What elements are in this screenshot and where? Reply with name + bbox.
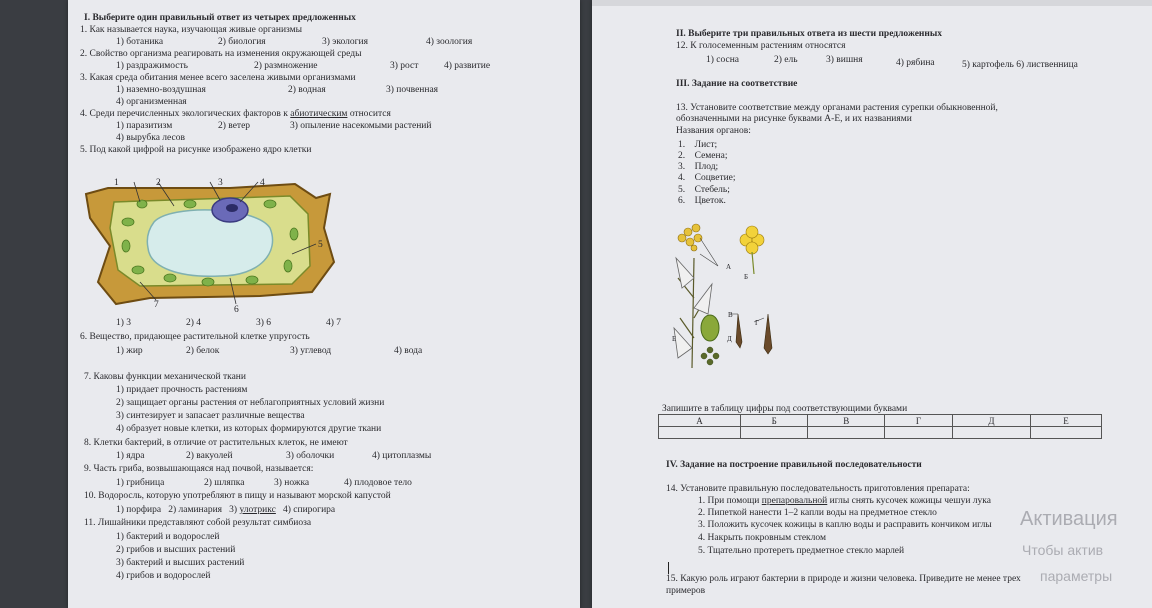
plant-label-v: В xyxy=(728,311,733,319)
organ-5: 5. Стебель; xyxy=(678,185,730,195)
q2-option-3: 3) рост xyxy=(390,61,419,71)
q14-step-1-underlined: препаровальной xyxy=(761,496,828,506)
q14-step-4: 4. Накрыть покровным стеклом xyxy=(698,533,826,543)
question-15-line-2: примеров xyxy=(666,586,706,596)
q3-option-3: 3) почвенная xyxy=(386,85,439,95)
answer-table-head-v: В xyxy=(808,415,885,427)
q5-option-1: 1) 3 xyxy=(116,318,132,328)
answer-table-head-d: Д xyxy=(952,415,1030,427)
q8-option-4: 4) цитоплазмы xyxy=(372,451,432,461)
fruits xyxy=(736,314,772,354)
cell-label-2: 2 xyxy=(156,178,161,188)
question-5: 5. Под какой цифрой на рисунке изображено ядро клетки xyxy=(80,145,312,155)
q14-step-5: 5. Тщательно протереть предметное стекло марлей xyxy=(698,546,905,556)
q1-option-2: 2) биология xyxy=(218,37,266,47)
question-6: 6. Вещество, придающее растительной клетке упругость xyxy=(80,332,310,342)
inflorescence xyxy=(678,224,702,251)
activation-watermark-title: Активация xyxy=(1020,508,1118,530)
q12-option-1: 1) сосна xyxy=(706,55,740,65)
cell-label-4: 4 xyxy=(260,178,265,188)
q4-option-1: 1) паразитизм xyxy=(116,121,173,131)
question-13-line-2: обозначенными на рисунке буквами А-Е, и их названиями xyxy=(676,114,912,124)
basal-leaf xyxy=(701,315,719,341)
activation-watermark-line-2: Чтобы актив xyxy=(1022,542,1104,558)
question-10: 10. Водоросль, которую употребляют в пищу и называют морской капустой xyxy=(84,491,391,501)
section-3-title: III. Задание на соответствие xyxy=(676,79,798,89)
q6-option-1: 1) жир xyxy=(116,346,143,356)
activation-watermark-line-3: параметры xyxy=(1040,568,1113,584)
q14-step-1 xyxy=(698,496,991,507)
q4-text-a: 4. Среди перечисленных экологических факторов к xyxy=(80,109,291,119)
question-13-line-1: 13. Установите соответствие между органами растения сурепки обыкновенной, xyxy=(676,103,998,113)
left-page xyxy=(68,0,580,608)
q4-underlined: абиотическим xyxy=(290,109,348,119)
flower-stalk xyxy=(752,252,754,274)
question-2: 2. Свойство организма реагировать на изменения окружающей среды xyxy=(80,49,362,59)
cell-label-5: 5 xyxy=(318,240,323,250)
cell-label-6: 6 xyxy=(234,305,239,315)
section-4-title: IV. Задание на построение правильной последовательности xyxy=(666,460,922,470)
answer-cell-a[interactable] xyxy=(659,427,741,439)
q2-option-2: 2) размножение xyxy=(254,61,318,71)
question-1: 1. Как называется наука, изучающая живые организмы xyxy=(80,25,303,35)
q7-option-3: 3) синтезирует и запасает различные вещества xyxy=(116,411,305,421)
q7-option-2: 2) защищает органы растения от неблагоприятных условий жизни xyxy=(116,398,385,408)
q11-option-3: 3) бактерий и высших растений xyxy=(116,558,245,568)
q10-underlined: улотрикс xyxy=(239,505,276,515)
section-1-title: I. Выберите один правильный ответ из четырех предложенных xyxy=(84,13,356,23)
question-7: 7. Каковы функции механической ткани xyxy=(84,372,246,382)
seeds xyxy=(701,347,719,365)
answer-cell-d[interactable] xyxy=(952,427,1030,439)
plant-label-b: Б xyxy=(744,273,749,281)
plant-drawing xyxy=(668,218,798,374)
q9-option-3: 3) ножка xyxy=(274,478,310,488)
q4-option-3: 3) опыление насекомыми растений xyxy=(290,121,432,131)
answer-table-head-a: А xyxy=(659,415,741,427)
answer-table-head-e: Е xyxy=(1030,415,1101,427)
answer-table-input-row xyxy=(659,427,1102,439)
q12-option-3: 3) вишня xyxy=(826,55,863,65)
answer-cell-e[interactable] xyxy=(1030,427,1101,439)
cell-label-1: 1 xyxy=(114,178,119,188)
ruler xyxy=(592,0,1152,6)
question-14: 14. Установите правильную последовательность приготовления препарата: xyxy=(666,484,970,494)
q7-option-4: 4) образует новые клетки, из которых формируются другие ткани xyxy=(116,424,382,434)
answer-cell-g[interactable] xyxy=(885,427,953,439)
q9-option-2: 2) шляпка xyxy=(204,478,245,488)
plant-label-d: Д xyxy=(727,335,732,343)
q7-option-1: 1) придает прочность растениям xyxy=(116,385,248,395)
q6-option-3: 3) углевод xyxy=(290,346,332,356)
plant-cell-diagram xyxy=(80,158,340,316)
question-4 xyxy=(80,109,391,120)
flower xyxy=(740,226,764,254)
q4-option-4: 4) вырубка лесов xyxy=(116,133,185,143)
q8-option-3: 3) оболочки xyxy=(286,451,335,461)
q6-option-4: 4) вода xyxy=(394,346,423,356)
answer-table-header-row xyxy=(659,415,1102,427)
organ-2: 2. Семена; xyxy=(678,151,728,161)
q4-option-2: 2) ветер xyxy=(218,121,251,131)
q1-option-1: 1) ботаника xyxy=(116,37,164,47)
q14-step-1-b: иглы снять кусочек кожицы чешуи лука xyxy=(827,496,991,506)
answer-cell-v[interactable] xyxy=(808,427,885,439)
q11-option-4: 4) грибов и водорослей xyxy=(116,571,211,581)
q3-option-1: 1) наземно-воздушная xyxy=(116,85,206,95)
q3-option-4: 4) организменная xyxy=(116,97,187,107)
q9-option-4: 4) плодовое тело xyxy=(344,478,412,488)
table-caption: Запишите в таблицу цифры под соответствующими буквами xyxy=(662,404,908,414)
q5-option-4: 4) 7 xyxy=(326,318,342,328)
nucleolus xyxy=(226,204,238,212)
q12-option-2: 2) ель xyxy=(774,55,798,65)
question-11: 11. Лишайники представляют собой результат симбиоза xyxy=(84,518,312,528)
q8-option-1: 1) ядра xyxy=(116,451,145,461)
q10-options-a: 1) порфира 2) ламинария 3) xyxy=(116,505,240,515)
plant-label-g: Г xyxy=(755,319,760,327)
answer-cell-b[interactable] xyxy=(740,427,807,439)
organ-6: 6. Цветок. xyxy=(678,196,726,206)
q12-option-4: 4) рябина xyxy=(896,58,935,68)
q11-option-2: 2) грибов и высших растений xyxy=(116,545,236,555)
q14-step-1-a: 1. При помощи xyxy=(698,496,762,506)
answer-table-head-g: Г xyxy=(885,415,953,427)
q3-option-2: 2) водная xyxy=(288,85,326,95)
plant-label-e: Е xyxy=(672,335,677,343)
organ-4: 4. Соцветие; xyxy=(678,173,736,183)
question-9: 9. Часть гриба, возвышающаяся над почвой, называется: xyxy=(84,464,314,474)
answer-table xyxy=(658,414,1102,439)
organ-3: 3. Плод; xyxy=(678,162,719,172)
q6-option-2: 2) белок xyxy=(186,346,220,356)
text-cursor xyxy=(668,562,669,574)
q12-option-5: 5) картофель 6) лиственница xyxy=(962,60,1078,70)
plant-label-a: А xyxy=(726,263,732,271)
question-15-line-1: 15. Какую роль играют бактерии в природе и жизни человека. Приведите не менее трех xyxy=(666,574,1021,584)
question-3: 3. Какая среда обитания менее всего заселена живыми организмами xyxy=(80,73,356,83)
cell-label-3: 3 xyxy=(218,178,223,188)
q8-option-2: 2) вакуолей xyxy=(186,451,233,461)
q9-option-1: 1) грибница xyxy=(116,478,165,488)
q2-option-1: 1) раздражимость xyxy=(116,61,188,71)
vacuole xyxy=(147,210,272,276)
q4-text-b: относится xyxy=(347,109,391,119)
organ-names-title: Названия органов: xyxy=(676,126,751,136)
q14-step-2: 2. Пипеткой нанести 1–2 капли воды на предметное стекло xyxy=(698,508,937,518)
question-12: 12. К голосеменным растениям относятся xyxy=(676,41,846,51)
q1-option-3: 3) экология xyxy=(322,37,368,47)
answer-table-head-b: Б xyxy=(740,415,807,427)
q5-option-3: 3) 6 xyxy=(256,318,272,328)
q10-options-b: 4) спирогира xyxy=(275,505,336,515)
q14-step-3: 3. Положить кусочек кожицы в каплю воды и расправить кончиком иглы xyxy=(698,520,992,530)
q2-option-4: 4) развитие xyxy=(444,61,491,71)
section-2-title: II. Выберите три правильных ответа из шести предложенных xyxy=(676,29,943,39)
q11-option-1: 1) бактерий и водорослей xyxy=(116,532,220,542)
organ-1: 1. Лист; xyxy=(678,140,718,150)
q1-option-4: 4) зоология xyxy=(426,37,473,47)
q5-option-2: 2) 4 xyxy=(186,318,202,328)
question-8: 8. Клетки бактерий, в отличие от растительных клеток, не имеют xyxy=(84,438,348,448)
cell-label-7: 7 xyxy=(154,300,159,310)
q10-options xyxy=(116,505,335,516)
